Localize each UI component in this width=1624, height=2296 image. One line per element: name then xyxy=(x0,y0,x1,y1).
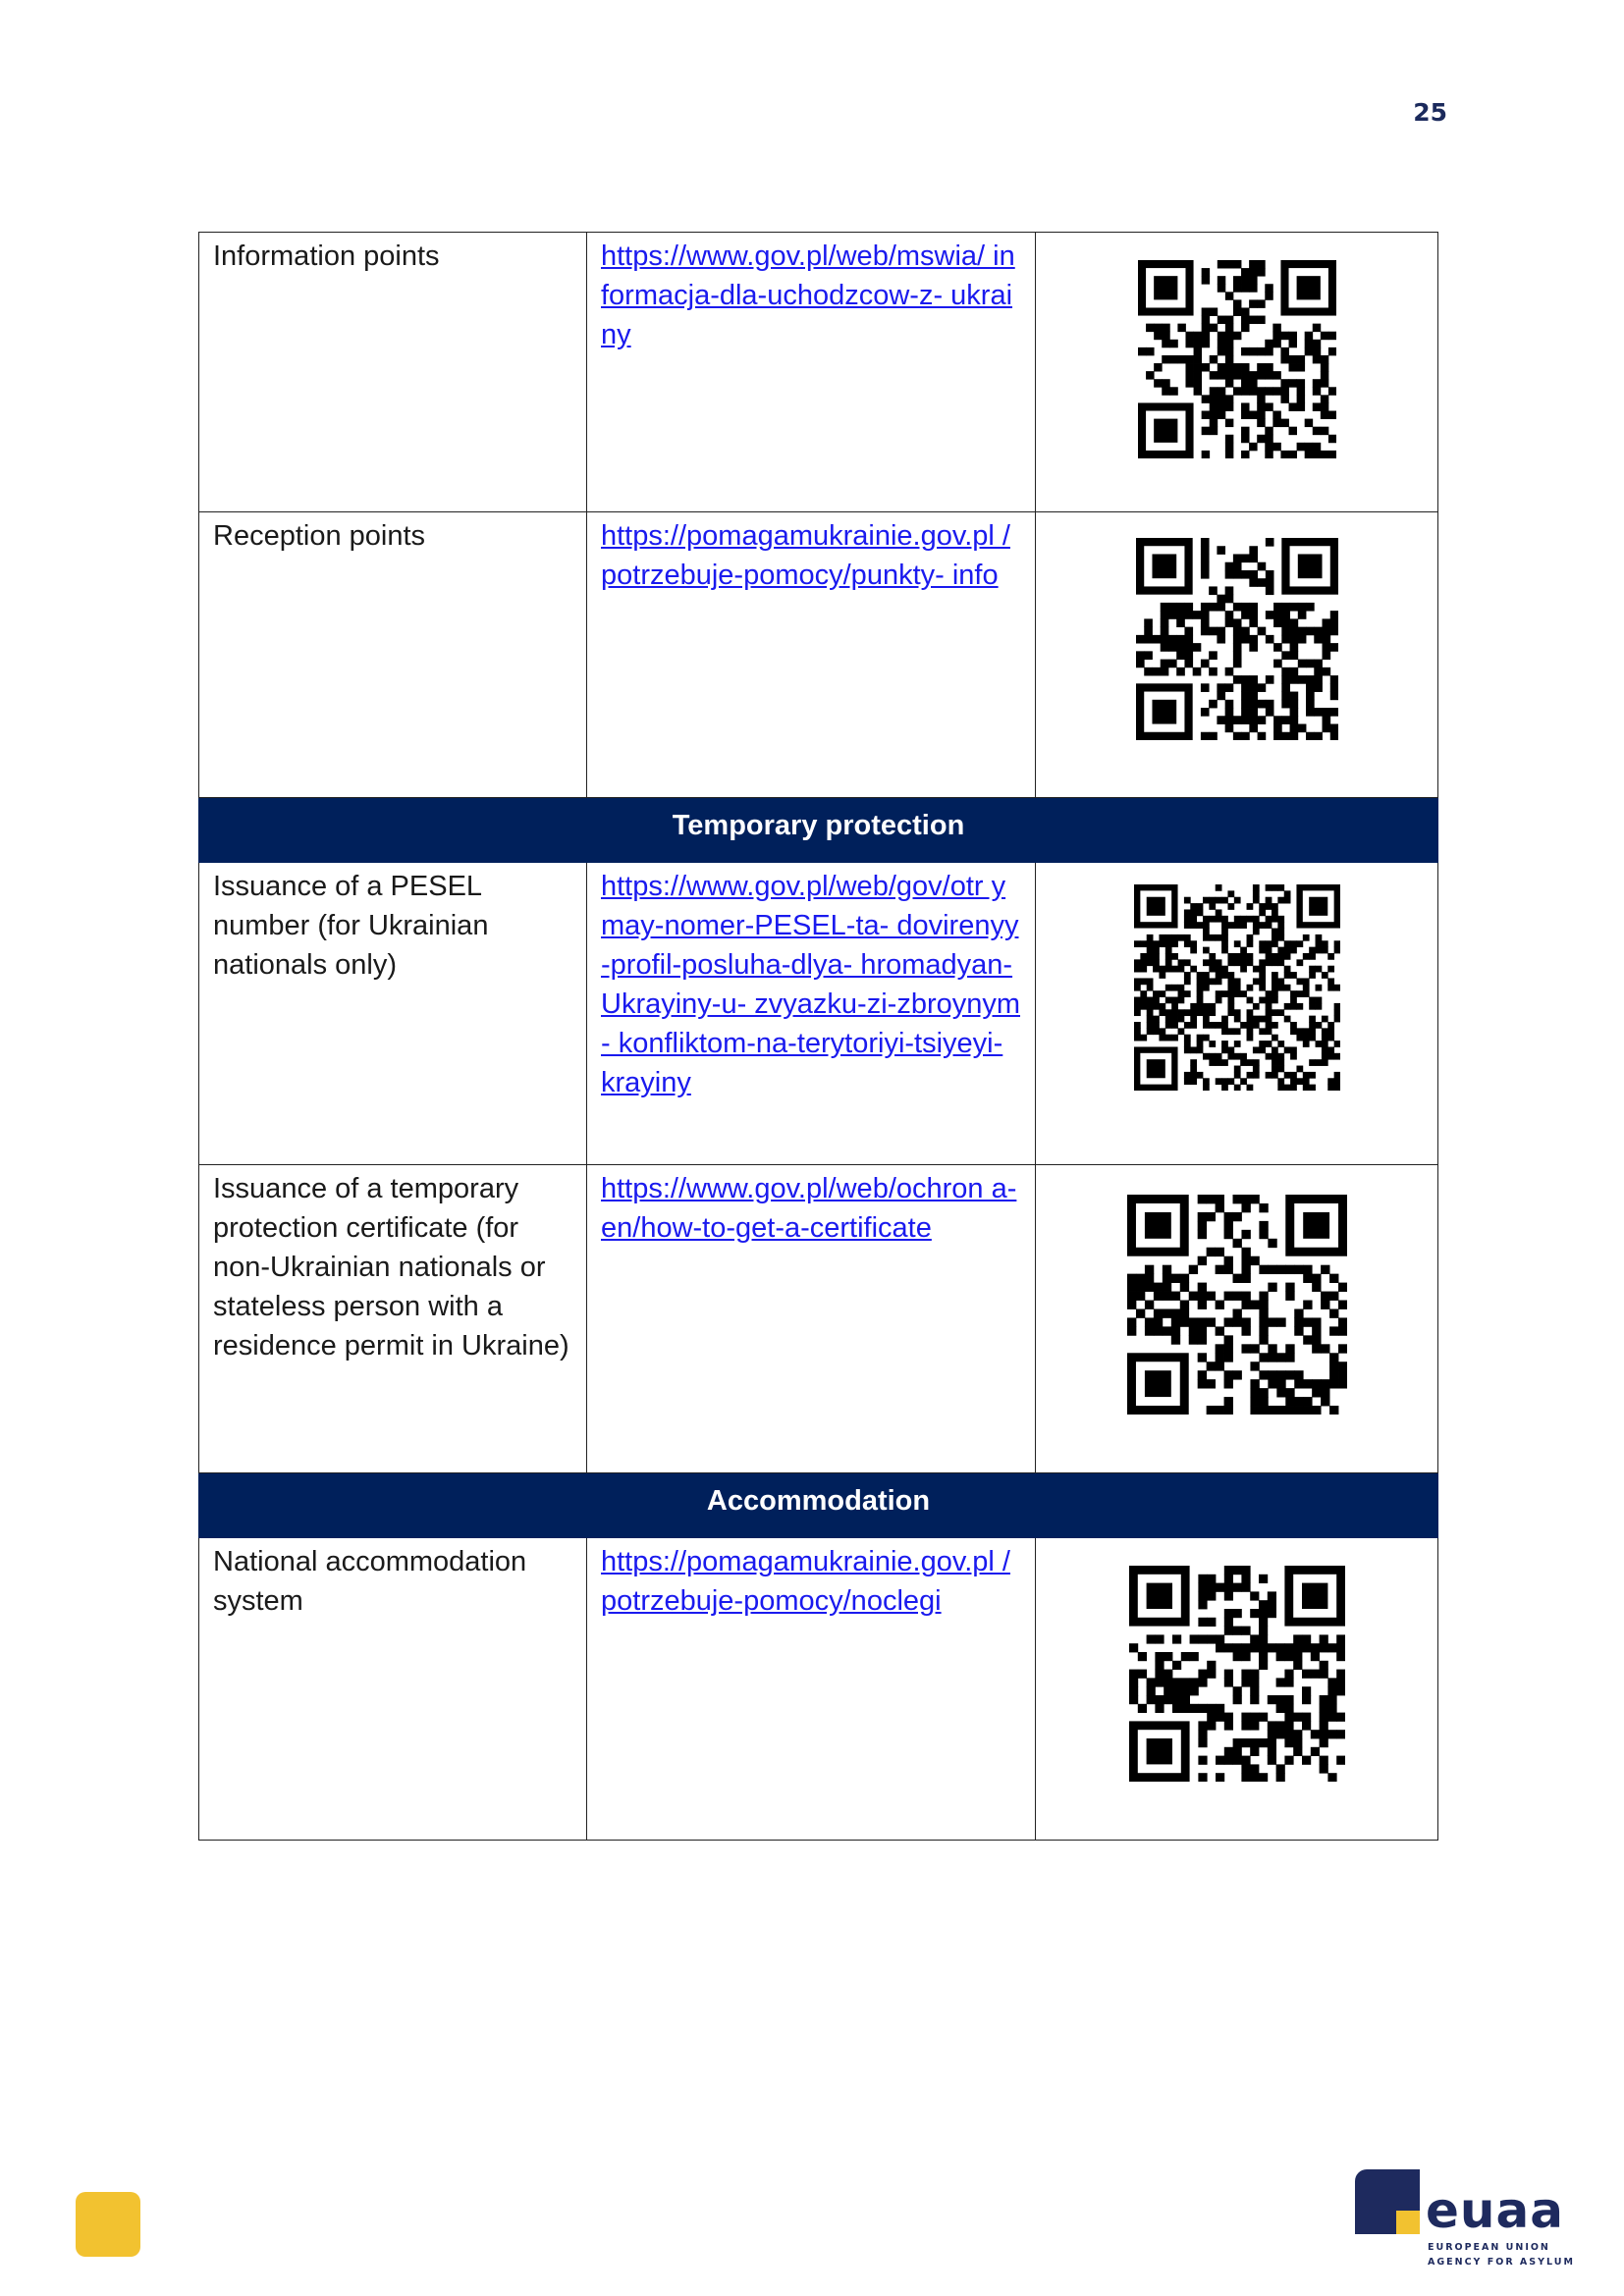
table-row xyxy=(199,233,1438,512)
logo-subtitle-line1: EUROPEAN UNION xyxy=(1428,2242,1550,2253)
qr-cell xyxy=(1036,1538,1438,1841)
section-header-row xyxy=(199,1473,1438,1538)
resource-table xyxy=(198,232,1438,1841)
section-header-temporary-protection: Temporary protection xyxy=(199,798,1438,863)
row-link-cell xyxy=(587,1538,1036,1841)
page-number: 25 xyxy=(1413,98,1447,127)
row-link-cell xyxy=(587,233,1036,512)
euaa-logo xyxy=(1355,2169,1575,2277)
qr-cell xyxy=(1036,863,1438,1165)
row-label: National accommodation system xyxy=(199,1538,587,1841)
row-link-cell xyxy=(587,512,1036,798)
row-link[interactable]: https://pomagamukrainie.gov.pl /potrzebuje-pomocy/punkty- info xyxy=(601,520,1010,591)
table-row xyxy=(199,1538,1438,1841)
qr-code-icon xyxy=(1136,538,1338,740)
section-header-row xyxy=(199,798,1438,863)
logo-subtitle xyxy=(1428,2240,1575,2269)
qr-code-icon xyxy=(1134,884,1340,1091)
row-label: Issuance of a temporary protection certificate (for non-Ukrainian nationals or stateless person with a residence permit in Ukraine) xyxy=(199,1165,587,1473)
corner-decoration xyxy=(76,2192,140,2257)
row-link[interactable]: https://www.gov.pl/web/ochron a-en/how-to-get-a-certificate xyxy=(601,1173,1017,1244)
qr-cell xyxy=(1036,233,1438,512)
qr-code-icon xyxy=(1129,1566,1345,1782)
logo-mark-icon xyxy=(1355,2169,1420,2234)
row-link[interactable]: https://www.gov.pl/web/gov/otr ymay-nomer-PESEL-ta- dovirenyy-profil-posluha-dlya- hromadyan-Ukrayiny-u- zvyazku-zi-zbroynym- konfliktom-na-terytoriyi-tsiyeyi- krayiny xyxy=(601,871,1021,1098)
qr-cell xyxy=(1036,1165,1438,1473)
row-label: Reception points xyxy=(199,512,587,798)
row-link[interactable]: https://www.gov.pl/web/mswia/ informacja-dla-uchodzcow-z- ukrainy xyxy=(601,240,1015,350)
row-label: Information points xyxy=(199,233,587,512)
qr-code-icon xyxy=(1127,1195,1347,1415)
table-row xyxy=(199,863,1438,1165)
table-row xyxy=(199,512,1438,798)
qr-code-icon xyxy=(1138,260,1336,458)
row-label: Issuance of a PESEL number (for Ukrainian nationals only) xyxy=(199,863,587,1165)
section-header-accommodation: Accommodation xyxy=(199,1473,1438,1538)
row-link-cell xyxy=(587,863,1036,1165)
row-link-cell xyxy=(587,1165,1036,1473)
logo-subtitle-line2: AGENCY FOR ASYLUM xyxy=(1428,2257,1575,2268)
logo-wordmark: euaa xyxy=(1426,2182,1564,2239)
row-link[interactable]: https://pomagamukrainie.gov.pl /potrzebuje-pomocy/noclegi xyxy=(601,1546,1010,1617)
qr-cell xyxy=(1036,512,1438,798)
table-row xyxy=(199,1165,1438,1473)
